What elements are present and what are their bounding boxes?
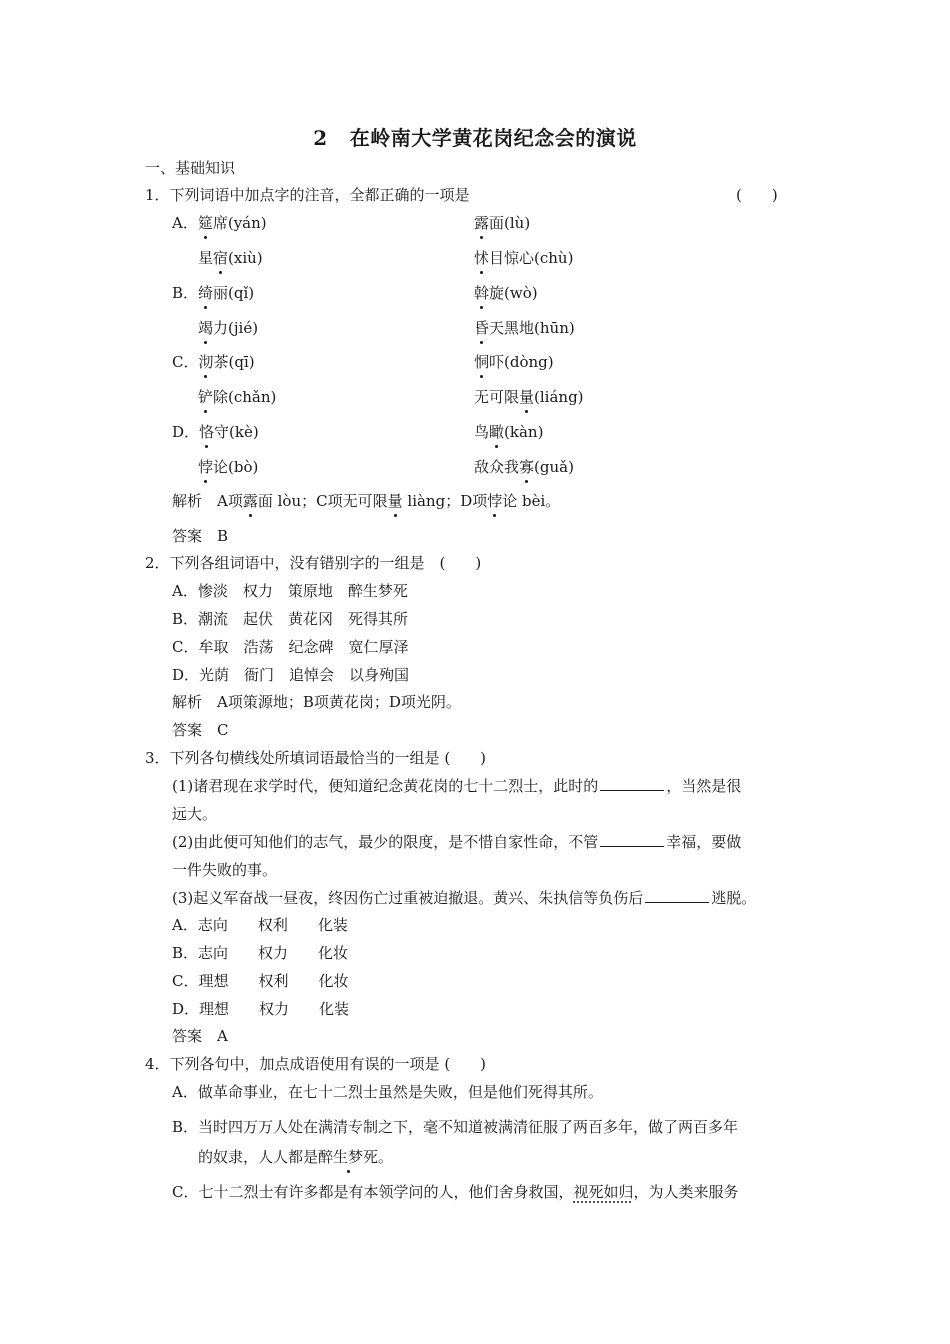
q1-option-c-word2: 恫吓(dòng) (474, 350, 554, 374)
dotted-char: 筵 (198, 211, 213, 235)
dotted-char: 悖 (487, 489, 502, 513)
q3-option-a: A．志向 权利 化装 (172, 916, 348, 934)
q3-sentence-2-cont: 一件失败的事。 (172, 861, 278, 879)
dotted-char: 露 (474, 211, 489, 235)
q4-option-c: C．七十二烈士有许多都是有本领学问的人，他们舍身救国，视死如归，为人类来服务 (172, 1183, 739, 1201)
title-text: 在岭南大学黄花岗纪念会的演说 (349, 126, 637, 150)
q3-sentence-1-cont: 远大。 (172, 805, 218, 823)
q2-answer: 答案 C (172, 721, 229, 739)
q1-option-d-word2: 鸟瞰(kàn) (474, 420, 543, 444)
fill-blank (600, 776, 664, 791)
q4-stem: 4．下列各句中，加点成语使用有误的一项是 ( ) (145, 1055, 487, 1073)
section-heading: 一、基础知识 (145, 159, 236, 177)
q1-option-a-word2: 露面(lù) (474, 211, 530, 235)
dotted-char: 瞰 (489, 420, 504, 444)
q2-analysis: 解析 A项策源地；B项黄花岗；D项光阴。 (172, 693, 461, 711)
q4-option-b: B．当时四万万人处在满清专制之下，毫不知道被满清征服了两百多年，做了两百多年 (172, 1118, 739, 1136)
fill-blank (645, 888, 709, 903)
q1-analysis: 解析 A项露面 lòu；C项无可限量 liàng；D项悖论 bèi。 (172, 489, 560, 513)
dotted-char: 斡 (474, 281, 489, 305)
title-number: 2 (313, 126, 328, 150)
dotted-char: 沏 (198, 350, 213, 374)
dotted-char: 恪 (199, 420, 214, 444)
dotted-char: 铲 (198, 385, 213, 409)
option-label: D． (172, 423, 200, 441)
q2-stem: 2．下列各组词语中，没有错别字的一组是 ( ) (145, 554, 482, 572)
q4-option-a: A．做革命事业，在七十二烈士虽然是失败，但是他们死得其所。 (172, 1083, 603, 1101)
q1-option-c: C．沏茶(qī) (172, 350, 255, 374)
q3-answer: 答案 A (172, 1027, 228, 1045)
q1-option-b-word4: 昏天黑地(hūn) (474, 316, 575, 340)
dotted-char: 寡 (519, 455, 534, 479)
q1-option-b-word3: 竭力(jié) (198, 316, 258, 340)
q2-option-c: C．牟取 浩荡 纪念碑 宽仁厚泽 (172, 638, 409, 656)
q1-option-d-word4: 敌众我寡(guǎ) (474, 455, 574, 479)
q1-option-c-word4: 无可限量(liáng) (474, 385, 584, 409)
dotted-char: 恫 (474, 350, 489, 374)
q1-option-d-word3: 悖论(bò) (198, 455, 258, 479)
q1-option-b: B．绮丽(qǐ) (172, 281, 254, 305)
q3-sentence-1: (1)诸君现在求学时代，便知道纪念黄花岗的七十二烈士，此时的 ，当然是很 (172, 777, 742, 795)
q1-option-a-word3: 星宿(xiù) (198, 246, 263, 270)
q3-option-d: D．理想 权力 化装 (172, 1000, 350, 1018)
q3-stem: 3．下列各句横线处所填词语最恰当的一组是 ( ) (145, 749, 487, 767)
q1-option-a-word4: 怵目惊心(chù) (474, 246, 573, 270)
dotted-char: 怵 (474, 246, 489, 270)
q1-paren: ( ) (736, 186, 778, 204)
dotted-phrase: 醉生梦死 (318, 1145, 378, 1169)
fill-blank (600, 832, 664, 847)
q3-sentence-2: (2)由此便可知他们的志气，最少的限度，是不惜自家性命，不管 幸福，要做 (172, 833, 742, 851)
q1-option-d: D．恪守(kè) (172, 420, 259, 444)
q3-option-b: B．志向 权力 化妆 (172, 944, 349, 962)
page-title (0, 122, 950, 151)
q3-option-c: C．理想 权利 化妆 (172, 972, 349, 990)
q1-answer: 答案 B (172, 527, 229, 545)
q1-option-b-word2: 斡旋(wò) (474, 281, 538, 305)
dotted-char: 量 (388, 489, 403, 513)
dotted-char: 悖 (198, 455, 213, 479)
q1-option-c-word3: 铲除(chǎn) (198, 385, 276, 409)
q2-option-b: B．潮流 起伏 黄花冈 死得其所 (172, 610, 409, 628)
dotted-phrase: 视死如归 (573, 1183, 634, 1201)
option-label: C． (172, 353, 199, 371)
dotted-char: 昏 (474, 316, 489, 340)
q2-option-d: D．光荫 衙门 追悼会 以身殉国 (172, 666, 410, 684)
option-label: A． (172, 214, 198, 232)
dotted-char: 露 (243, 489, 258, 513)
dotted-char: 绮 (198, 281, 213, 305)
dotted-char: 量 (519, 385, 534, 409)
dotted-char: 宿 (213, 246, 228, 270)
option-label: B． (172, 284, 199, 302)
q2-option-a: A．惨淡 权力 策原地 醉生梦死 (172, 582, 408, 600)
q4-option-b-cont: 的奴隶，人人都是醉生梦死。 (198, 1145, 393, 1169)
q1-option-a: A．筵席(yán) (172, 211, 267, 235)
q1-stem: 1．下列词语中加点字的注音，全都正确的一项是 (145, 186, 470, 204)
dotted-char: 竭 (198, 316, 213, 340)
q3-sentence-3: (3)起义军奋战一昼夜，终因伤亡过重被迫撤退。黄兴、朱执信等负伤后 逃脱。 (172, 889, 757, 907)
